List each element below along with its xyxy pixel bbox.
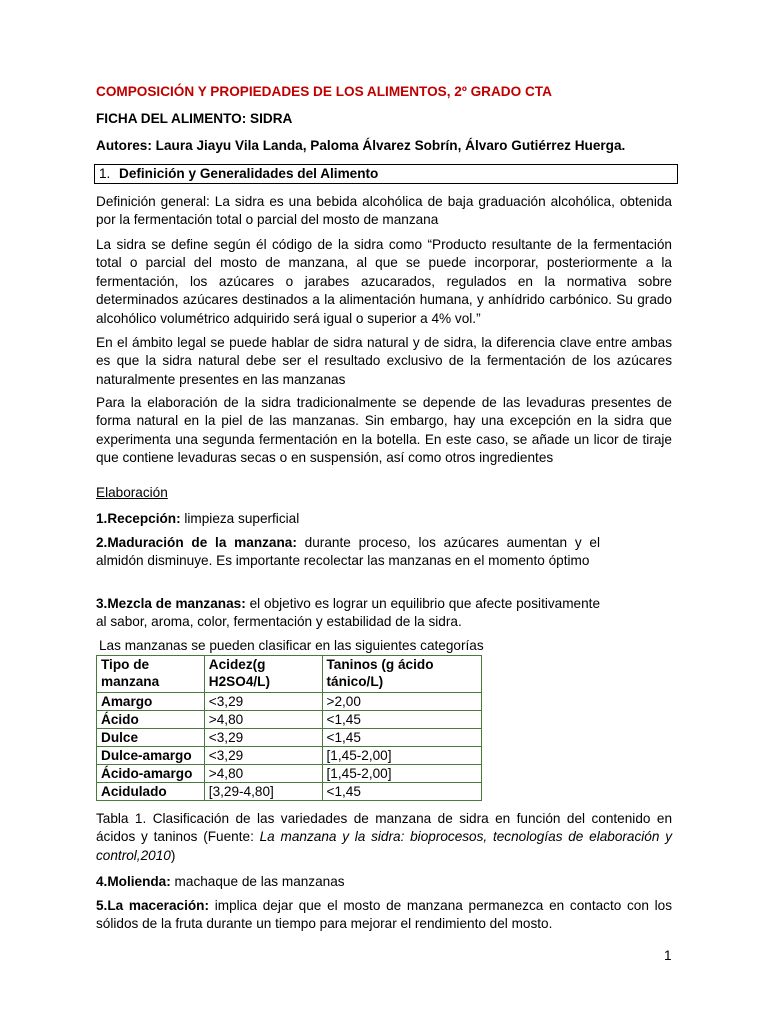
step-reception xyxy=(96,510,600,528)
cell-tannins: [1,45-2,00] xyxy=(322,747,481,765)
table-row xyxy=(97,693,482,711)
caption-text: Tabla 1. Clasificación de las variedades de manzana de sidra en función del contenido en ácidos y taninos (Fuente: xyxy=(96,811,672,845)
step-label: 2.Maduración de la manzana: xyxy=(96,535,297,550)
header-tannins: Taninos (g ácido tánico/L) xyxy=(322,656,481,693)
table-row xyxy=(97,783,482,801)
step-label: 3.Mezcla de manzanas: xyxy=(96,596,246,611)
cell-acidity: >4,80 xyxy=(204,765,322,783)
cell-tannins: <1,45 xyxy=(322,711,481,729)
food-sheet-heading: FICHA DEL ALIMENTO: SIDRA xyxy=(96,111,293,126)
table-row xyxy=(97,729,482,747)
cell-type: Dulce-amargo xyxy=(97,747,205,765)
table-header-row xyxy=(97,656,482,693)
page-number: 1 xyxy=(664,948,672,963)
paragraph-definition: Definición general: La sidra es una bebida alcohólica de baja graduación alcohólica, obtenida por la fermentación total o parcial del mosto de manzana xyxy=(96,194,672,228)
table-intro: Las manzanas se pueden clasificar en las siguientes categorías xyxy=(99,638,484,653)
section-title: Definición y Generalidades del Alimento xyxy=(119,166,379,181)
caption-source-title: La manzana y la sidra: bioprocesos, tecnologías de elaboración y control,2010 xyxy=(96,829,672,863)
step-label: 1.Recepción: xyxy=(96,511,181,526)
cell-type: Acidulado xyxy=(97,783,205,801)
cell-acidity: <3,29 xyxy=(204,693,322,711)
table-caption xyxy=(96,810,672,865)
cell-type: Ácido-amargo xyxy=(97,765,205,783)
header-apple-type: Tipo de manzana xyxy=(97,656,205,693)
step-label: 4.Molienda: xyxy=(96,874,171,889)
step-text: implica dejar que el mosto de manzana permanezca en contacto con los sólidos de la fruta durante un tiempo para mejorar el rendimiento del mosto. xyxy=(96,898,673,932)
authors-line: Autores: Laura Jiayu Vila Landa, Paloma Álvarez Sobrín, Álvaro Gutiérrez Huerga. xyxy=(96,138,626,153)
elaboration-heading: Elaboración xyxy=(96,485,168,500)
step-mixing xyxy=(96,595,600,632)
step-text: el objetivo es lograr un equilibrio que afecte positivamente al sabor, aroma, color, fermentación y estabilidad de la sidra. xyxy=(96,596,600,630)
cell-type: Ácido xyxy=(97,711,205,729)
step-maceration xyxy=(96,897,672,934)
table-row xyxy=(97,765,482,783)
table-row xyxy=(97,711,482,729)
table-row xyxy=(97,747,482,765)
cell-acidity: <3,29 xyxy=(204,729,322,747)
cell-type: Dulce xyxy=(97,729,205,747)
step-text: limpieza superficial xyxy=(180,511,300,526)
section-number: 1. xyxy=(99,166,111,181)
cell-tannins: >2,00 xyxy=(322,693,481,711)
cell-acidity: [3,29-4,80] xyxy=(204,783,322,801)
caption-close: ) xyxy=(170,847,176,863)
step-ripening xyxy=(96,534,600,571)
paragraph-legal-scope: En el ámbito legal se puede hablar de sidra natural y de sidra, la diferencia clave entre ambas es que la sidra natural debe ser el resultado exclusivo de la fermentación de los azúcares naturalmente presentes en las manzanas xyxy=(96,335,672,387)
step-milling xyxy=(96,873,672,891)
apple-classification-table xyxy=(96,655,482,801)
section-heading-box xyxy=(94,164,678,184)
step-label: 5.La maceración: xyxy=(96,898,210,913)
cell-acidity: >4,80 xyxy=(204,711,322,729)
cell-tannins: <1,45 xyxy=(322,729,481,747)
cell-tannins: <1,45 xyxy=(322,783,481,801)
cell-tannins: [1,45-2,00] xyxy=(322,765,481,783)
header-acidity: Acidez(g H2SO4/L) xyxy=(204,656,322,693)
cell-type: Amargo xyxy=(97,693,205,711)
paragraph-legal-definition: La sidra se define según él código de la sidra como “Producto resultante de la fermentación total o parcial del mosto de manzana, al que se puede incorporar, posteriormente a la fermentación, los azúcares o jarabes azucarados, regulados en la normativa sobre determinados azúcares destinados a la alimentación humana, y anhídrido carbónico. Su grado alcohólico volumétrico adquirido será igual o superior a 4% vol.” xyxy=(96,237,672,326)
step-text: durante proceso, los azúcares aumentan y el almidón disminuye. Es importante recolectar las manzanas en el momento óptimo xyxy=(96,535,600,569)
document-title: COMPOSICIÓN Y PROPIEDADES DE LOS ALIMENTOS, 2º GRADO CTA xyxy=(96,84,552,99)
cell-acidity: <3,29 xyxy=(204,747,322,765)
step-text: machaque de las manzanas xyxy=(170,874,345,889)
paragraph-yeasts: Para la elaboración de la sidra tradicionalmente se depende de las levaduras presentes de forma natural en la piel de las manzanas. Sin embargo, hay una excepción en la sidra que experimenta una segunda fermentación en la botella. En este caso, se añade un licor de tiraje que contiene levaduras secas o en suspensión, así como otros ingredientes xyxy=(96,395,672,466)
